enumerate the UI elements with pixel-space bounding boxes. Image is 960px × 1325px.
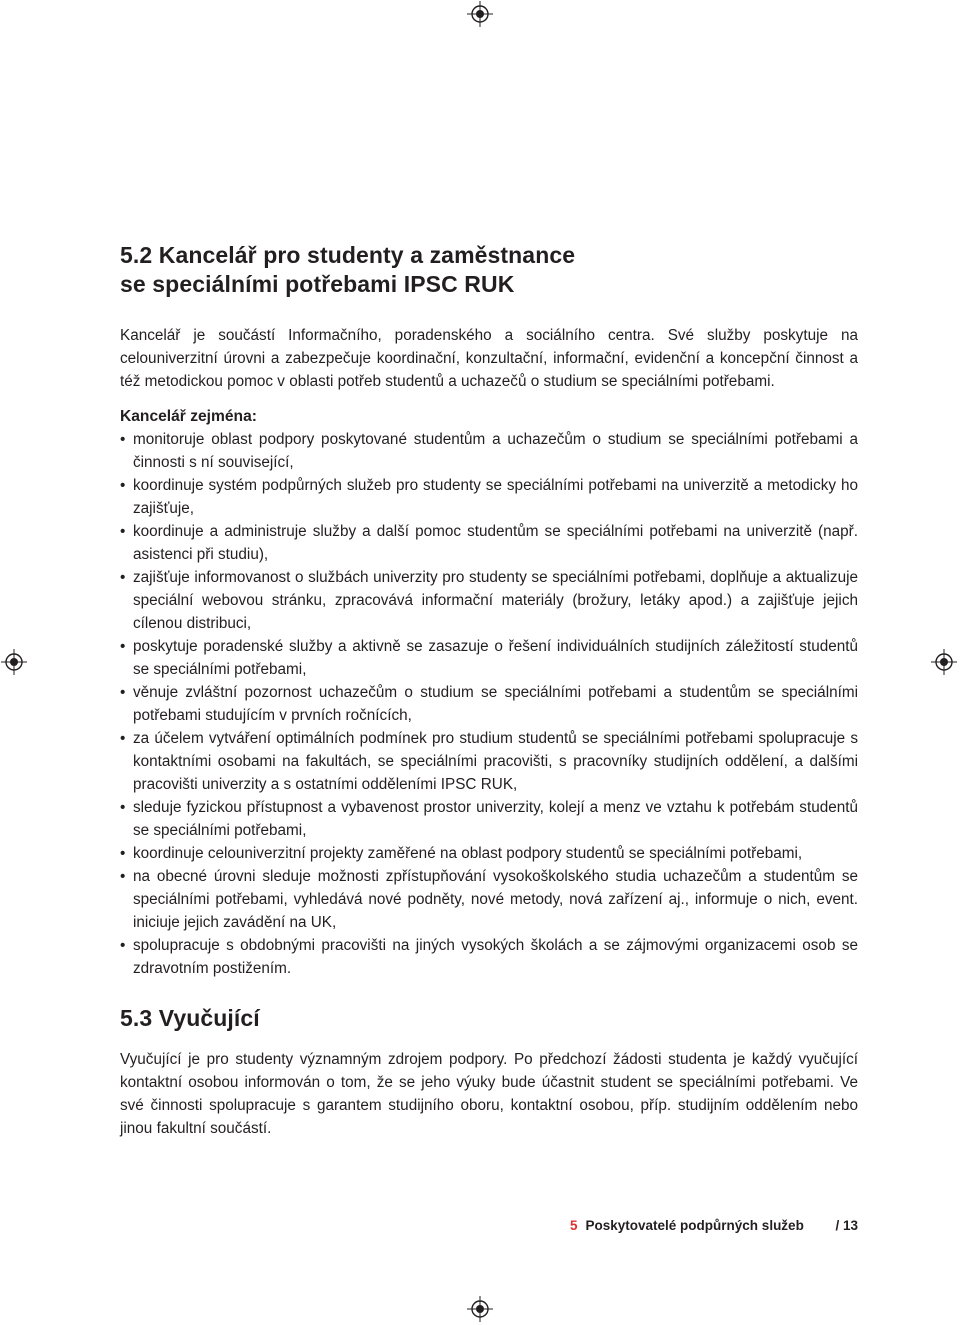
intro-paragraph: Kancelář je součástí Informačního, poradenského a sociálního centra. Své služby poskytuje na celouniverzitní úrovni a zabezpečuje koordinační, konzultační, informační, evidenční a koncepční činnost a též metodickou pomoc v oblasti potřeb studentů a uchazečů o studium se speciálními potřebami. <box>120 327 858 390</box>
list-item: • spolupracuje s obdobnými pracovišti na jiných vysokých školách a se zájmovými organizacemi osob se zdravotním postižením. <box>120 934 858 980</box>
list-item: • monitoruje oblast podpory poskytované studentům a uchazečům o studium se speciálními potřebami a činnosti s ní související, <box>120 428 858 474</box>
registration-mark-icon <box>931 649 957 675</box>
page-footer <box>570 1218 858 1233</box>
list-item: • poskytuje poradenské služby a aktivně se zasazuje o řešení individuálních studijních záležitostí studentů se speciálními potřebami, <box>120 635 858 681</box>
page-number: / 13 <box>835 1218 858 1233</box>
footer-chapter-title: Poskytovatelé podpůrných služeb <box>585 1218 804 1233</box>
list-item: • na obecné úrovni sleduje možnosti zpřístupňování vysokoškolského studia uchazečům a studentům se speciálními potřebami, vyhledává nové podněty, nové metody, nová zařízení aj., informuje o nich, event. iniciuje jejich zavádění na UK, <box>120 865 858 934</box>
page-content <box>120 241 858 1140</box>
registration-mark-icon <box>1 649 27 675</box>
section-heading-5-3: 5.3 Vyučující <box>120 1005 260 1031</box>
heading-line-1: 5.2 Kancelář pro studenty a zaměstnance <box>120 242 576 268</box>
list-item: • věnuje zvláštní pozornost uchazečům o studium se speciálními potřebami a studentům se speciálními potřebami studujícím v prvních ročnících, <box>120 681 858 727</box>
list-item: • koordinuje a administruje služby a další pomoc studentům se speciálními potřebami na univerzitě (např. asistenci při studiu), <box>120 520 858 566</box>
subheading: Kancelář zejména: <box>120 408 257 425</box>
list-item: • zajišťuje informovanost o službách univerzity pro studenty se speciálními potřebami, doplňuje a aktualizuje speciální webovou stránku, zpracovává informační materiály (brožury, letáky apod.) a zajišťuje jejich cílenou distribuci, <box>120 566 858 635</box>
registration-mark-icon <box>467 1 493 27</box>
section-heading-5-2 <box>120 241 858 299</box>
list-item: • koordinuje systém podpůrných služeb pro studenty se speciálními potřebami na univerzitě a metodicky ho zajišťuje, <box>120 474 858 520</box>
list-item: • koordinuje celouniverzitní projekty zaměřené na oblast podpory studentů se speciálními potřebami, <box>120 842 858 865</box>
registration-mark-icon <box>467 1296 493 1322</box>
section-5-3-paragraph: Vyučující je pro studenty významným zdrojem podpory. Po předchozí žádosti studenta je každý vyučující kontaktní osobou informován o tom, že se jeho výuky bude účastnit student se speciálními potřebami. Ve své činnosti spolupracuje s garantem studijního oboru, kontaktní osobou, příp. studijním oddělením nebo jinou fakultní součástí. <box>120 1051 858 1137</box>
footer-chapter-number: 5 <box>570 1218 578 1233</box>
heading-line-2: se speciálními potřebami IPSC RUK <box>120 271 515 297</box>
list-item: • sleduje fyzickou přístupnost a vybavenost prostor univerzity, kolejí a menz ve vztahu k potřebám studentů se speciálními potřebami, <box>120 796 858 842</box>
list-item: • za účelem vytváření optimálních podmínek pro studium studentů se speciálními potřebami spolupracuje s kontaktními osobami na fakultách, se speciálními pracovišti, s pracovníky studijních oddělení, a dalšími pracovišti univerzity a s ostatními odděleními IPSC RUK, <box>120 727 858 796</box>
duties-list <box>120 428 858 980</box>
